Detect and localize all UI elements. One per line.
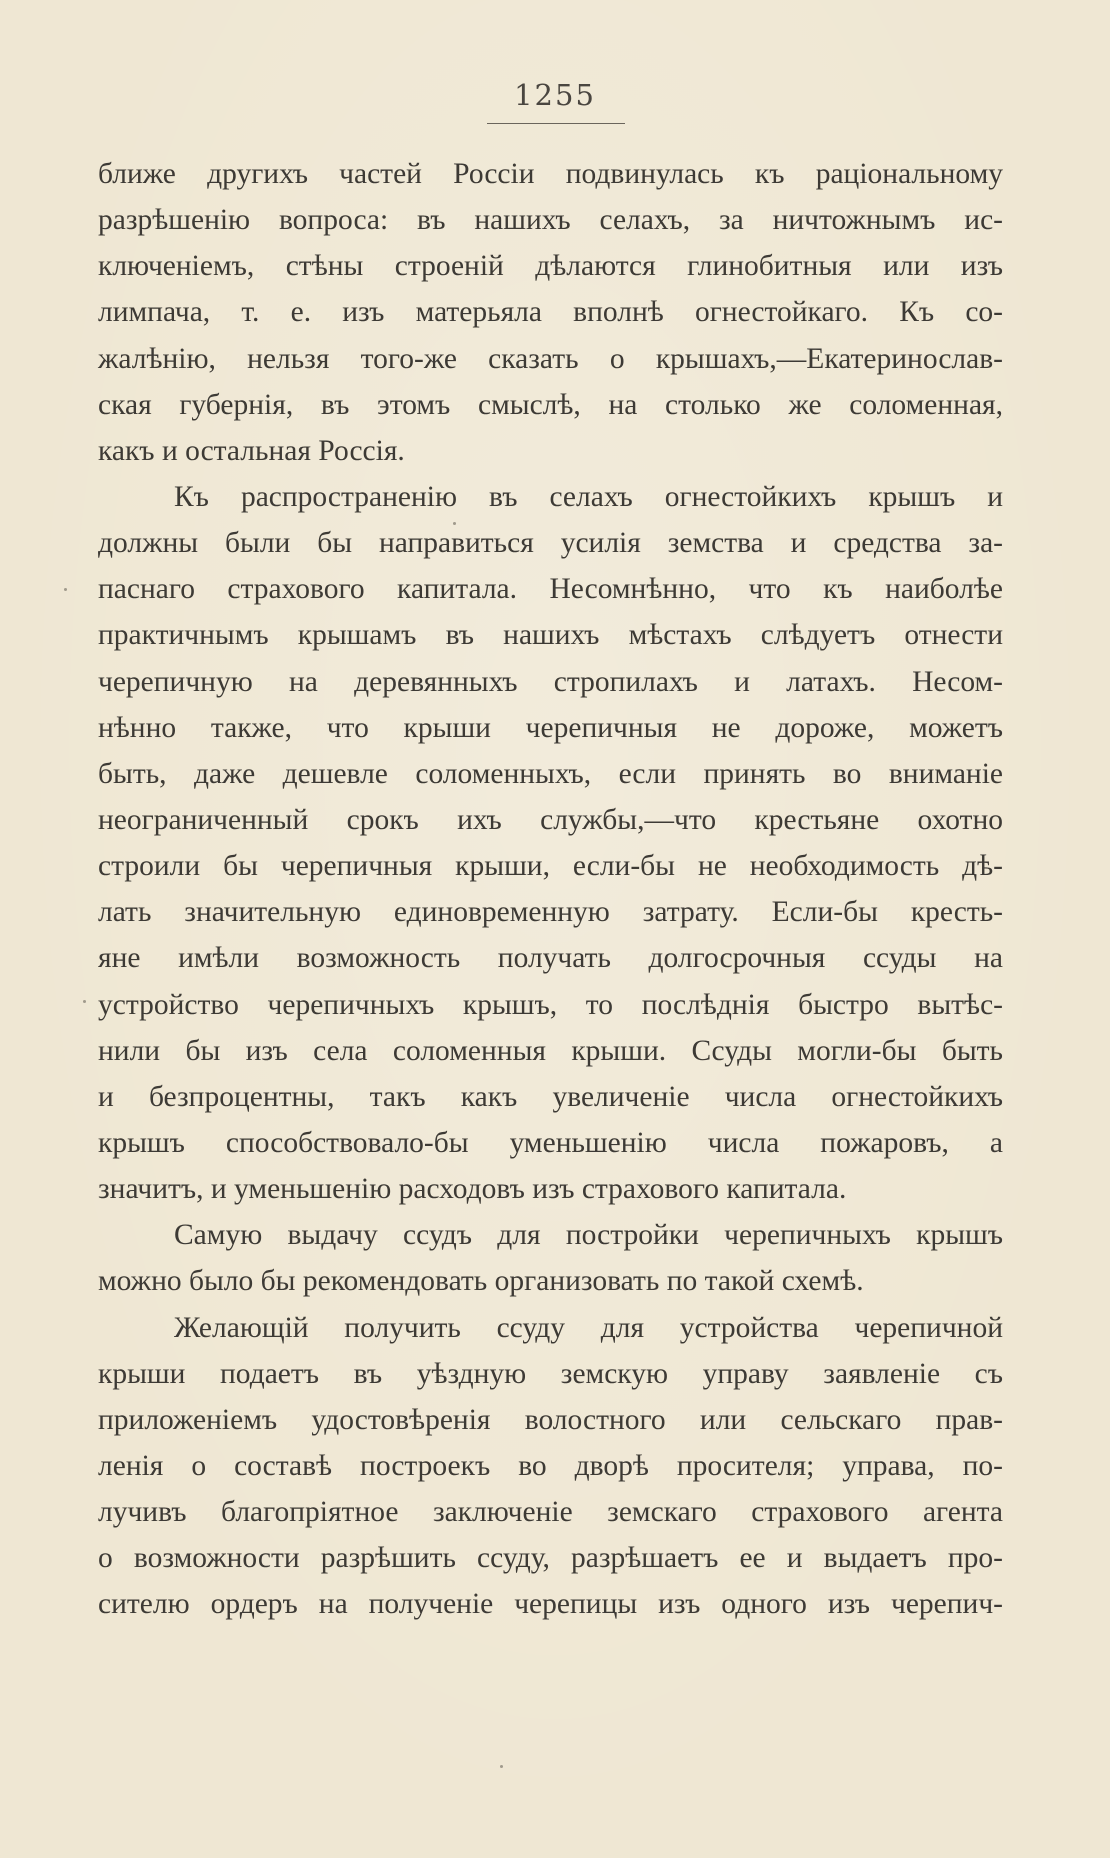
text-line: и безпроцентны, такъ какъ увеличеніе числа огнестойкихъ: [98, 1080, 1003, 1113]
text-line: строили бы черепичныя крыши, если-бы не необходимость дѣ-: [98, 850, 1003, 883]
text-line: можно было бы рекомендовать организовать по такой схемѣ.: [98, 1265, 864, 1298]
page-number: 1255: [514, 78, 596, 112]
paper-speck: [500, 1765, 503, 1768]
text-line: нили бы изъ села соломенныя крыши. Ссуды могли-бы быть: [98, 1034, 1003, 1067]
paper-speck: [83, 1000, 86, 1003]
text-line: разрѣшенію вопроса: въ нашихъ селахъ, за ничтожнымъ ис-: [98, 204, 1003, 237]
text-line: значитъ, и уменьшенію расходовъ изъ страхового капитала.: [98, 1173, 847, 1206]
text-line: крышъ способствовало-бы уменьшенію числа пожаровъ, а: [98, 1126, 1003, 1159]
text-line: Къ распространенію въ селахъ огнестойкихъ крышъ и: [174, 480, 1003, 513]
text-line: яне имѣли возможность получать долгосрочныя ссуды на: [98, 942, 1003, 975]
text-line: ленія о составѣ построекъ во дворѣ просителя; управа, по-: [98, 1449, 1003, 1482]
text-line: Самую выдачу ссудъ для постройки черепичныхъ крышъ: [174, 1219, 1003, 1252]
text-line: практичнымъ крышамъ въ нашихъ мѣстахъ слѣдуетъ отнести: [98, 619, 1003, 652]
text-line: ближе другихъ частей Россіи подвинулась къ раціональному: [98, 158, 1003, 190]
text-line: крыши подаетъ въ уѣздную земскую управу заявленіе съ: [98, 1357, 1003, 1390]
text-line: ключеніемъ, стѣны строеній дѣлаются глинобитныя или изъ: [98, 250, 1003, 283]
page-number-rule: [487, 123, 625, 124]
text-line: быть, даже дешевле соломенныхъ, если принять во вниманіе: [98, 757, 1003, 790]
text-line: ская губернія, въ этомъ смыслѣ, на столько же соломенная,: [98, 388, 1003, 421]
body-text: [98, 151, 1003, 1628]
text-line: Желающій получить ссуду для устройства черепичной: [174, 1311, 1003, 1344]
paragraph: [98, 1305, 1003, 1628]
text-line: жалѣнію, нельзя того-же сказать о крышахъ,—Екатеринослав-: [98, 342, 1003, 375]
text-line: нѣнно также, что крыши черепичныя не дороже, можетъ: [98, 711, 1003, 744]
text-line: черепичную на деревянныхъ стропилахъ и латахъ. Несом-: [98, 665, 1003, 698]
text-line: сителю ордеръ на полученіе черепицы изъ одного изъ черепич-: [98, 1588, 1003, 1621]
text-line: устройство черепичныхъ крышъ, то послѣднія быстро вытѣс-: [98, 988, 1003, 1021]
text-line: о возможности разрѣшить ссуду, разрѣшаетъ ее и выдаетъ про-: [98, 1542, 1003, 1575]
paragraph: [98, 1212, 1003, 1304]
text-line: лимпача, т. е. изъ матерьяла вполнѣ огнестойкаго. Къ со-: [98, 296, 1003, 329]
text-line: приложеніемъ удостовѣренія волостного или сельскаго прав-: [98, 1403, 1003, 1436]
text-line: какъ и остальная Россія.: [98, 434, 405, 467]
paragraph: [98, 151, 1003, 474]
text-line: лать значительную единовременную затрату. Если-бы кресть-: [98, 896, 1003, 929]
paper-speck: [453, 522, 456, 525]
paragraph: [98, 474, 1003, 1212]
text-line: неограниченный срокъ ихъ службы,—что крестьяне охотно: [98, 803, 1003, 836]
paper-speck: [64, 588, 67, 591]
text-line: лучивъ благопріятное заключеніе земскаго страхового агента: [98, 1496, 1003, 1529]
text-line: должны были бы направиться усилія земства и средства за-: [98, 527, 1003, 560]
text-line: паснаго страхового капитала. Несомнѣнно, что къ наиболѣе: [98, 573, 1003, 606]
